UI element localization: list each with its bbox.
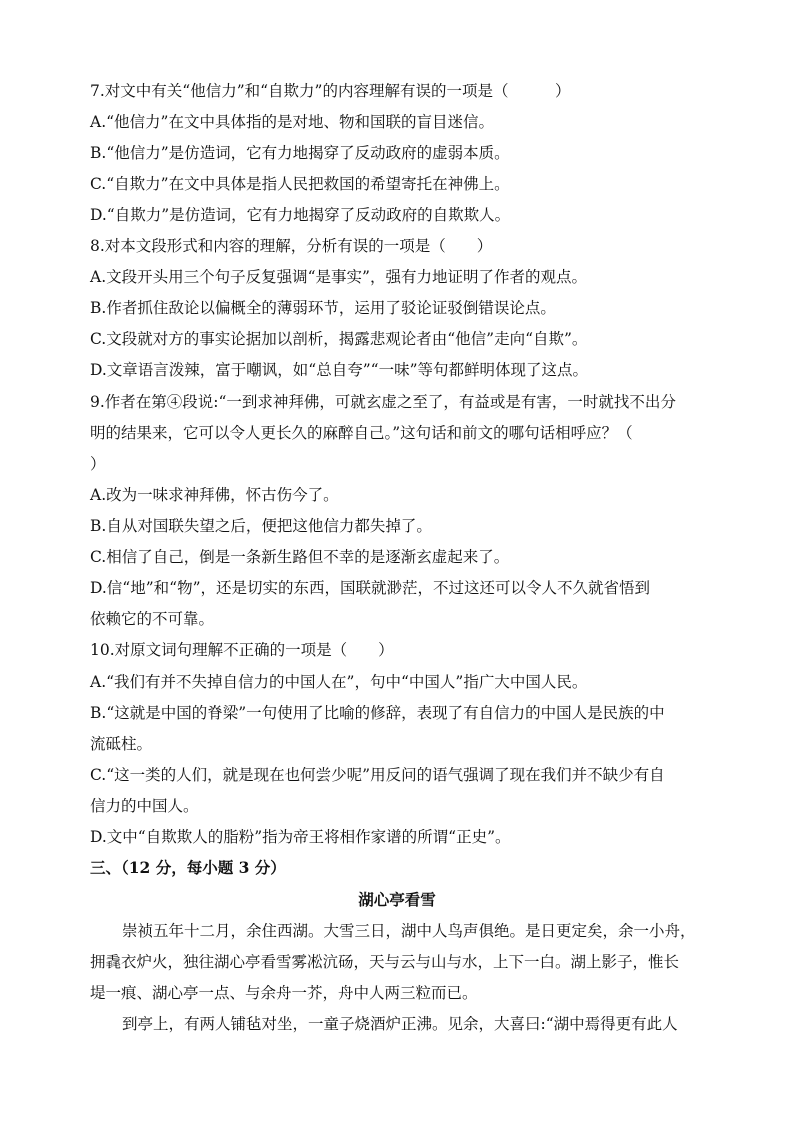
question-10-option-c-line-2: 信力的中国人。 (90, 797, 199, 815)
question-9-option-d-line-2: 依赖它的不可靠。 (90, 610, 215, 628)
passage-paragraph-1-line-2: 拥毳衣炉火，独往湖心亭看雪雾凇沆砀，天与云与山与水，上下一白。湖上影子，惟长 (90, 953, 680, 971)
question-8-stem: 8.对本文段形式和内容的理解，分析有误的一项是（ ） (90, 237, 493, 255)
section-3-heading: 三、（12 分，每小题 3 分） (90, 858, 286, 877)
question-10-option-d: D.文中“自欺欺人的脂粉”指为帝王将相作家谱的所谓“正史”。 (90, 828, 511, 846)
question-9-stem-line-3: ） (90, 455, 106, 473)
question-8-option-b: B.作者抓住敌论以偏概全的薄弱环节，运用了驳论证驳倒错误论点。 (90, 299, 556, 317)
question-9-option-d-line-1: D.信“地”和“物”，还是切实的东西，国联就渺茫，不过这还可以令人不久就省悟到 (90, 579, 651, 597)
passage-paragraph-1-line-3: 堤一痕、湖心亭一点、与余舟一芥，舟中人两三粒而已。 (90, 984, 478, 1002)
question-7-option-a: A.“他信力”在文中具体指的是对地、物和国联的盲目迷信。 (90, 113, 494, 131)
question-8-option-a: A.文段开头用三个句子反复强调“是事实”，强有力地证明了作者的观点。 (90, 268, 587, 286)
question-7-stem: 7.对文中有关“他信力”和“自欺力”的内容理解有误的一项是（ ） (90, 82, 571, 100)
question-10-option-b-line-1: B.“这就是中国的脊梁”一句使用了比喻的修辞，表现了有自信力的中国人是民族的中 (90, 704, 665, 722)
question-8-option-c: C.文段就对方的事实论据加以剖析，揭露悲观论者由“他信”走向“自欺”。 (90, 330, 588, 348)
question-7-option-d: D.“自欺力”是仿造词，它有力地揭穿了反动政府的自欺欺人。 (90, 206, 511, 224)
question-8-option-d: D.文章语言泼辣，富于嘲讽，如“总自夸”“一味”等句都鲜明体现了这点。 (90, 361, 589, 379)
question-10-option-c-line-1: C.“这一类的人们，就是现在也何尝少呢”用反问的语气强调了现在我们并不缺少有自 (90, 766, 665, 784)
question-9-stem-line-1: 9.作者在第④段说:“一到求神拜佛，可就玄虚之至了，有益或是有害，一时就找不出分 (90, 393, 676, 411)
passage-paragraph-2-line-1: 到亭上，有两人铺毡对坐，一童子烧酒炉正沸。见余，大喜曰:“湖中焉得更有此人 (122, 1015, 678, 1033)
question-10-option-a: A.“我们有并不失掉自信力的中国人在”，句中“中国人”指广大中国人民。 (90, 673, 588, 691)
question-9-option-a: A.改为一味求神拜佛，怀古伤今了。 (90, 486, 339, 504)
question-9-stem-line-2: 明的结果来，它可以令人更长久的麻醉自己。”这句话和前文的哪句话相呼应？（ (90, 424, 633, 442)
question-7-option-c: C.“自欺力”在文中具体是指人民把救国的希望寄托在神佛上。 (90, 175, 510, 193)
question-10-option-b-line-2: 流砥柱。 (90, 735, 153, 753)
passage-title: 湖心亭看雪 (358, 890, 436, 909)
passage-paragraph-1-line-1: 崇祯五年十二月，余住西湖。大雪三日，湖中人鸟声俱绝。是日更定矣，余一小舟， (122, 922, 696, 940)
question-7-option-b: B.“他信力”是仿造词，它有力地揭穿了反动政府的虚弱本质。 (90, 144, 510, 162)
question-9-option-b: B.自从对国联失望之后，便把这他信力都失掉了。 (90, 517, 432, 535)
question-10-stem: 10.对原文词句理解不正确的一项是（ ） (90, 641, 394, 659)
question-9-option-c: C.相信了自己，倒是一条新生路但不幸的是逐渐玄虚起来了。 (90, 548, 510, 566)
